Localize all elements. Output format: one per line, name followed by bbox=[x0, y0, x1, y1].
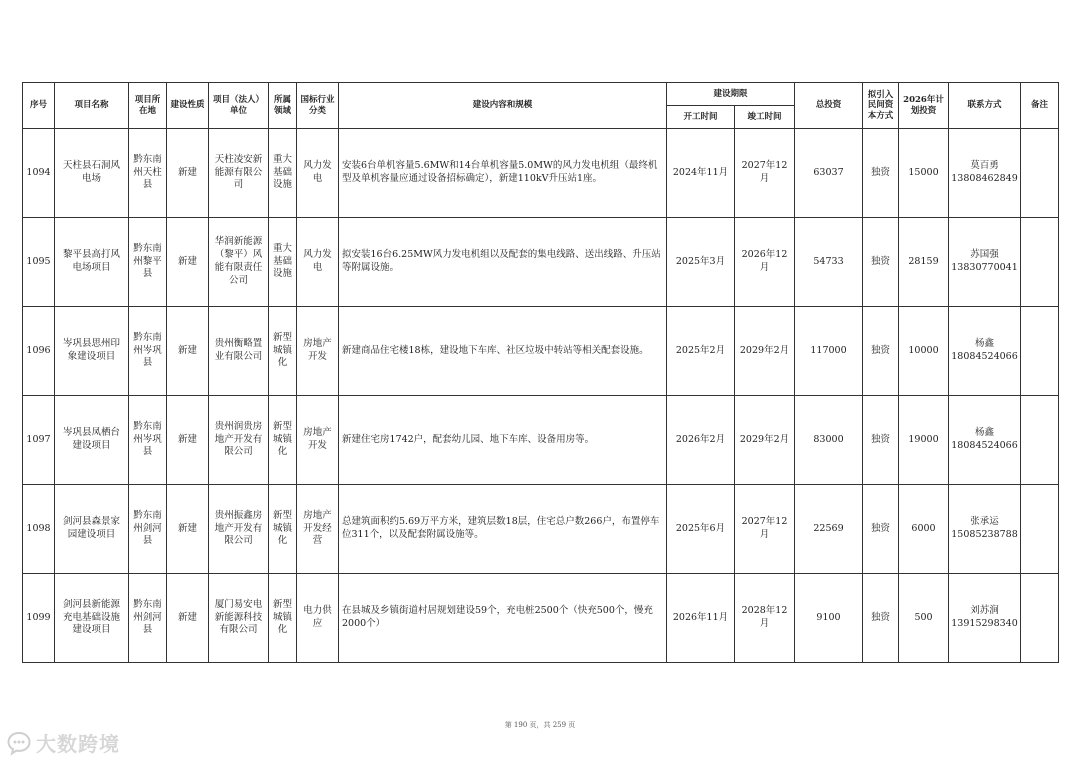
cell-location: 黔东南州天柱县 bbox=[129, 129, 167, 218]
cell-contact bbox=[949, 574, 1021, 663]
cell-name: 剑河县森景家园建设项目 bbox=[55, 485, 129, 574]
cell-name: 岑巩县凤栖台建设项目 bbox=[55, 396, 129, 485]
cell-industry: 房地产开发 bbox=[297, 307, 339, 396]
cell-mode: 独资 bbox=[863, 218, 899, 307]
contact-name: 苏国强 bbox=[970, 249, 999, 261]
cell-field: 新型城镇化 bbox=[269, 574, 297, 663]
cell-end: 2028年12月 bbox=[735, 574, 795, 663]
cell-mode: 独资 bbox=[863, 129, 899, 218]
cell-location: 黔东南州岑巩县 bbox=[129, 307, 167, 396]
cell-content: 新建商品住宅楼18栋，建设地下车库、社区垃圾中转站等相关配套设施。 bbox=[339, 307, 667, 396]
cell-mode: 独资 bbox=[863, 307, 899, 396]
cell-plan: 15000 bbox=[899, 129, 949, 218]
contact-phone: 13915298340 bbox=[951, 618, 1018, 629]
cell-start: 2025年3月 bbox=[667, 218, 735, 307]
cell-end: 2027年12月 bbox=[735, 485, 795, 574]
cell-contact bbox=[949, 396, 1021, 485]
cell-plan: 28159 bbox=[899, 218, 949, 307]
cell-location: 黔东南州剑河县 bbox=[129, 574, 167, 663]
contact-phone: 18084524066 bbox=[951, 440, 1018, 451]
header-end: 竣工时间 bbox=[735, 106, 795, 129]
cell-field: 新型城镇化 bbox=[269, 485, 297, 574]
cell-plan: 10000 bbox=[899, 307, 949, 396]
cell-invest: 117000 bbox=[795, 307, 863, 396]
cell-remark bbox=[1021, 129, 1059, 218]
cell-nature: 新建 bbox=[167, 485, 209, 574]
cell-seq: 1095 bbox=[23, 218, 55, 307]
cell-contact bbox=[949, 129, 1021, 218]
cell-remark bbox=[1021, 307, 1059, 396]
cell-unit: 厦门易安电新能源科技有限公司 bbox=[209, 574, 269, 663]
contact-name: 张承运 bbox=[970, 516, 999, 528]
cell-remark bbox=[1021, 485, 1059, 574]
cell-unit: 天柱凌安新能源有限公司 bbox=[209, 129, 269, 218]
cell-plan: 6000 bbox=[899, 485, 949, 574]
cell-start: 2025年6月 bbox=[667, 485, 735, 574]
cell-content: 安装6台单机容量5.6MW和14台单机容量5.0MW的风力发电机组（最终机型及单机容量应通过设备招标确定），新建110kV升压站1座。 bbox=[339, 129, 667, 218]
cell-nature: 新建 bbox=[167, 129, 209, 218]
cell-end: 2026年12月 bbox=[735, 218, 795, 307]
header-seq: 序号 bbox=[23, 83, 55, 129]
cell-location: 黔东南州剑河县 bbox=[129, 485, 167, 574]
header-nature: 建设性质 bbox=[167, 83, 209, 129]
cell-remark bbox=[1021, 218, 1059, 307]
header-contact: 联系方式 bbox=[949, 83, 1021, 129]
header-remark: 备注 bbox=[1021, 83, 1059, 129]
cell-industry: 房地产开发经营 bbox=[297, 485, 339, 574]
contact-phone: 15085238788 bbox=[951, 529, 1018, 540]
cell-industry: 电力供应 bbox=[297, 574, 339, 663]
cell-mode: 独资 bbox=[863, 574, 899, 663]
table-row bbox=[23, 485, 1059, 574]
cell-end: 2029年2月 bbox=[735, 307, 795, 396]
header-plan: 2026年计划投资 bbox=[899, 83, 949, 129]
cell-nature: 新建 bbox=[167, 574, 209, 663]
cell-content: 总建筑面积约5.69万平方米，建筑层数18层，住宅总户数266户，布置停车位311个，以及配套附属设施等。 bbox=[339, 485, 667, 574]
cell-name: 岑巩县思州印象建设项目 bbox=[55, 307, 129, 396]
cell-invest: 9100 bbox=[795, 574, 863, 663]
cell-content: 在县城及乡镇街道村居规划建设59个，充电桩2500个（快充500个，慢充2000个） bbox=[339, 574, 667, 663]
cell-seq: 1096 bbox=[23, 307, 55, 396]
cell-unit: 华润新能源（黎平）风能有限责任公司 bbox=[209, 218, 269, 307]
cell-contact bbox=[949, 307, 1021, 396]
header-industry: 国标行业分类 bbox=[297, 83, 339, 129]
cell-seq: 1098 bbox=[23, 485, 55, 574]
cell-invest: 83000 bbox=[795, 396, 863, 485]
cell-unit: 贵州润贵房地产开发有限公司 bbox=[209, 396, 269, 485]
contact-phone: 13830770041 bbox=[951, 262, 1018, 273]
header-mode: 拟引入民间资本方式 bbox=[863, 83, 899, 129]
cell-nature: 新建 bbox=[167, 396, 209, 485]
header-period: 建设期限 bbox=[667, 83, 795, 106]
cell-field: 重大基础设施 bbox=[269, 218, 297, 307]
cell-seq: 1099 bbox=[23, 574, 55, 663]
table-row bbox=[23, 218, 1059, 307]
page-number: 第 190 页，共 259 页 bbox=[504, 721, 576, 729]
cell-field: 新型城镇化 bbox=[269, 307, 297, 396]
cell-mode: 独资 bbox=[863, 396, 899, 485]
cell-end: 2027年12月 bbox=[735, 129, 795, 218]
header-invest: 总投资 bbox=[795, 83, 863, 129]
cell-mode: 独资 bbox=[863, 485, 899, 574]
cell-location: 黔东南州黎平县 bbox=[129, 218, 167, 307]
cell-content: 拟安装16台6.25MW风力发电机组以及配套的集电线路、送出线路、升压站等附属设施。 bbox=[339, 218, 667, 307]
contact-phone: 13808462849 bbox=[951, 173, 1018, 184]
cell-location: 黔东南州岑巩县 bbox=[129, 396, 167, 485]
cell-nature: 新建 bbox=[167, 307, 209, 396]
header-name: 项目名称 bbox=[55, 83, 129, 129]
project-table bbox=[22, 82, 1059, 663]
watermark-text: 大数跨境 bbox=[36, 732, 120, 756]
header-start: 开工时间 bbox=[667, 106, 735, 129]
cell-invest: 22569 bbox=[795, 485, 863, 574]
cell-start: 2026年11月 bbox=[667, 574, 735, 663]
contact-name: 刘苏涧 bbox=[970, 605, 999, 617]
cell-name: 剑河县新能源充电基础设施建设项目 bbox=[55, 574, 129, 663]
cell-end: 2029年2月 bbox=[735, 396, 795, 485]
cell-remark bbox=[1021, 574, 1059, 663]
cell-start: 2024年11月 bbox=[667, 129, 735, 218]
header-field: 所属领域 bbox=[269, 83, 297, 129]
cell-name: 天柱县石洞风电场 bbox=[55, 129, 129, 218]
watermark bbox=[6, 728, 120, 757]
table-row bbox=[23, 129, 1059, 218]
cell-unit: 贵州衡略置业有限公司 bbox=[209, 307, 269, 396]
contact-phone: 18084524066 bbox=[951, 351, 1018, 362]
contact-name: 杨鑫 bbox=[975, 427, 995, 439]
cell-plan: 19000 bbox=[899, 396, 949, 485]
cell-nature: 新建 bbox=[167, 218, 209, 307]
cell-name: 黎平县高打风电场项目 bbox=[55, 218, 129, 307]
cell-industry: 风力发电 bbox=[297, 218, 339, 307]
cell-contact bbox=[949, 485, 1021, 574]
header-unit: 项目（法人）单位 bbox=[209, 83, 269, 129]
cell-contact bbox=[949, 218, 1021, 307]
cell-start: 2025年2月 bbox=[667, 307, 735, 396]
table-row bbox=[23, 396, 1059, 485]
cell-invest: 63037 bbox=[795, 129, 863, 218]
cell-seq: 1097 bbox=[23, 396, 55, 485]
cell-seq: 1094 bbox=[23, 129, 55, 218]
cell-industry: 风力发电 bbox=[297, 129, 339, 218]
table-row bbox=[23, 574, 1059, 663]
header-content: 建设内容和规模 bbox=[339, 83, 667, 129]
cell-plan: 500 bbox=[899, 574, 949, 663]
cell-unit: 贵州振鑫房地产开发有限公司 bbox=[209, 485, 269, 574]
cell-remark bbox=[1021, 396, 1059, 485]
cell-invest: 54733 bbox=[795, 218, 863, 307]
cell-content: 新建住宅房1742户，配套幼儿园、地下车库、设备用房等。 bbox=[339, 396, 667, 485]
header-location: 项目所在地 bbox=[129, 83, 167, 129]
table-row bbox=[23, 307, 1059, 396]
cell-field: 新型城镇化 bbox=[269, 396, 297, 485]
speech-bubble-logo-icon bbox=[6, 730, 32, 756]
cell-field: 重大基础设施 bbox=[269, 129, 297, 218]
contact-name: 莫百勇 bbox=[970, 160, 999, 172]
cell-industry: 房地产开发 bbox=[297, 396, 339, 485]
cell-start: 2026年2月 bbox=[667, 396, 735, 485]
contact-name: 杨鑫 bbox=[975, 338, 995, 350]
